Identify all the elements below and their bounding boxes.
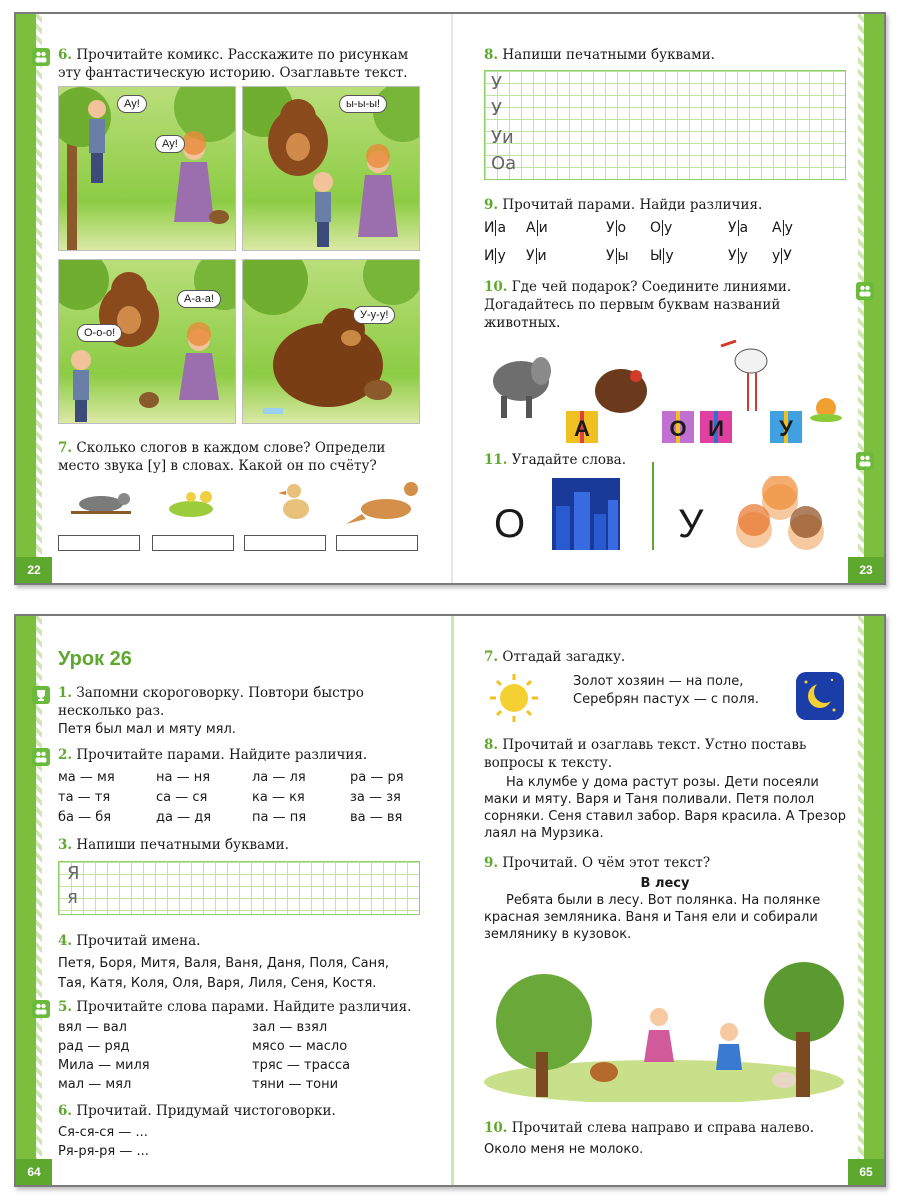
task-number: 10. — [484, 1120, 508, 1136]
letter-pair: О у — [650, 220, 673, 236]
gift-letter: У — [779, 416, 793, 441]
comic-panel-4 — [242, 259, 420, 424]
task-number: 8. — [484, 737, 499, 753]
sample-letters: Я — [67, 863, 80, 884]
word-pair: вял — вал — [58, 1020, 127, 1035]
task-text: Прочитай парами. Найди различия. — [502, 197, 763, 213]
word-pair: тряс — трасса — [252, 1058, 351, 1073]
task-number: 7. — [58, 440, 73, 456]
task-number: 9. — [484, 855, 499, 871]
writing-grid[interactable] — [58, 861, 420, 915]
task-text: Прочитайте слова парами. Найдите различия. — [76, 999, 412, 1015]
word-pair: мал — мял — [58, 1077, 132, 1092]
left-stripe — [36, 14, 42, 583]
syllable-pair: за — зя — [350, 790, 401, 805]
syllable-pair: ра — ря — [350, 770, 404, 785]
task-text: Прочитай. Придумай чистоговорки. — [76, 1103, 336, 1119]
task-text: Прочитай слева направо и справа налево. — [511, 1120, 814, 1136]
syllable-pair: да — дя — [156, 810, 212, 825]
task-text: Прочитайте парами. Найдите различия. — [76, 747, 368, 763]
stork-picture — [721, 341, 767, 411]
letter-pair: У и — [526, 248, 547, 264]
task-7 — [58, 439, 423, 475]
task-3 — [58, 836, 423, 854]
comic-panel-3 — [58, 259, 236, 424]
syllable-pair: са — ся — [156, 790, 208, 805]
answer-box[interactable] — [152, 535, 234, 551]
syllable-pair: та — тя — [58, 790, 111, 805]
sample-letters: Оа — [491, 153, 517, 174]
task-9 — [484, 196, 844, 214]
guess-letter: У — [678, 502, 704, 546]
children-faces-picture — [728, 476, 838, 554]
syllable-pair: ва — вя — [350, 810, 403, 825]
syllable-pair: па — пя — [252, 810, 307, 825]
animal-pictures — [66, 479, 426, 529]
letter-pair: у У — [772, 248, 792, 264]
sample-letters: Уи — [491, 127, 514, 148]
task-text: Прочитайте комикс. Расскажите по рисункам эту фантастическую историю. Озаглавьте текст. — [58, 47, 409, 81]
snail-picture — [810, 398, 842, 422]
task-4 — [58, 932, 423, 950]
pair-work-icon — [856, 282, 874, 300]
reading-text: На клумбе у дома растут розы. Дети посеяли маки и мяту. Варя и Таня поливали. Петя полол сорняки. Сеня ставил забор. Варя красила. А Трезор лаял на Мурзика. — [484, 775, 847, 841]
comic-illustration — [59, 260, 236, 424]
task-text: Отгадай загадку. — [502, 649, 626, 665]
comic-panel-2 — [242, 86, 420, 251]
answer-box[interactable] — [336, 535, 418, 551]
duck-picture — [278, 484, 309, 519]
task-text: Напиши печатными буквами. — [76, 837, 289, 853]
sample-letters: я — [67, 887, 78, 908]
task-number: 6. — [58, 1103, 73, 1119]
lesson-title: Урок 26 — [58, 648, 132, 670]
task-number: 2. — [58, 747, 73, 763]
tongue-twister: Петя был мал и мяту мял. — [58, 722, 236, 737]
pair-work-icon — [856, 452, 874, 470]
divider — [652, 462, 654, 550]
names-line: Тая, Катя, Коля, Оля, Варя, Лиля, Сеня, Костя. — [58, 976, 377, 991]
task-5 — [58, 998, 423, 1016]
comic-panel-1 — [58, 86, 236, 251]
page-number-right: 23 — [848, 557, 884, 583]
task-number: 6. — [58, 47, 73, 63]
letter-pairs — [484, 220, 844, 270]
caterpillar-picture — [169, 491, 213, 517]
speech-bubble: А-а-а! — [177, 290, 221, 308]
task-number: 11. — [484, 452, 508, 468]
speech-bubble: ы-ы-ы! — [339, 95, 387, 113]
task-text: Прочитай имена. — [76, 933, 201, 949]
task-11 — [484, 451, 784, 469]
forest-picture — [484, 952, 846, 1102]
speech-bubble: У-у-у! — [353, 306, 395, 324]
task-2 — [58, 746, 423, 764]
sample-letters: У — [491, 99, 502, 120]
reading-text: Ребята были в лесу. Вот полянка. На полянке красная земляника. Ваня и Таня ели и собирали землянику в кузовок. — [484, 893, 821, 942]
top-spread — [14, 12, 886, 585]
syllable-pair: на — ня — [156, 770, 211, 785]
answer-box[interactable] — [58, 535, 140, 551]
task-10 — [484, 1119, 846, 1137]
speech-bubble: Ау! — [155, 135, 185, 153]
letter-pair: И а — [484, 220, 507, 236]
syllable-pair: ка — кя — [252, 790, 305, 805]
task-number: 10. — [484, 279, 508, 295]
palindrome-phrase: Около меня не молоко. — [484, 1142, 644, 1157]
task-text: Прочитай. О чём этот текст? — [502, 855, 711, 871]
pair-work-icon — [32, 48, 50, 66]
word-pair: мясо — масло — [252, 1039, 348, 1054]
gift-letter: А — [574, 416, 590, 441]
sun-icon — [486, 672, 542, 724]
word-pair: рад — ряд — [58, 1039, 130, 1054]
task-6 — [58, 46, 423, 82]
syllable-pair: ла — ля — [252, 770, 306, 785]
task-text: Прочитай и озаглавь текст. Устно поставь вопросы к тексту. — [484, 737, 807, 771]
letter-pair: У а — [728, 220, 749, 236]
task-text: Сколько слогов в каждом слове? Определи место звука [у] в словах. Какой он по счёту? — [58, 440, 386, 474]
task-8 — [484, 736, 846, 772]
task-number: 8. — [484, 47, 499, 63]
bottom-spread — [14, 614, 886, 1187]
pair-work-icon — [32, 1000, 50, 1018]
word-pair: зал — взял — [252, 1020, 328, 1035]
names-line: Петя, Боря, Митя, Валя, Ваня, Даня, Поля, Саня, — [58, 956, 390, 971]
task-text: Запомни скороговорку. Повтори быстро несколько раз. — [58, 685, 364, 719]
letter-pair: И у — [484, 248, 506, 264]
syllable-pair: ба — бя — [58, 810, 112, 825]
letter-pair: У у — [728, 248, 748, 264]
task-number: 5. — [58, 999, 73, 1015]
letter-pair: А и — [526, 220, 548, 236]
donkey-picture — [493, 357, 551, 418]
page-number-right: 65 — [848, 1159, 884, 1185]
moon-icon — [794, 670, 846, 722]
task-number: 3. — [58, 837, 73, 853]
task-text: Угадайте слова. — [511, 452, 626, 468]
comic-illustration — [243, 260, 420, 424]
word-pair: тяни — тони — [252, 1077, 339, 1092]
answer-box[interactable] — [244, 535, 326, 551]
task-number: 7. — [484, 649, 499, 665]
speech-bubble: О-о-о! — [77, 324, 122, 342]
gutter — [451, 14, 453, 583]
guess-letter: О — [494, 502, 526, 546]
story-title: В лесу — [640, 876, 690, 891]
letter-pair: У о — [606, 220, 627, 236]
task-1 — [58, 684, 423, 720]
sample-letters: У — [491, 73, 502, 94]
comic-illustration — [243, 87, 420, 251]
gift-letter: И — [708, 416, 724, 441]
syllable-pair: ма — мя — [58, 770, 115, 785]
trophy-icon — [32, 686, 50, 704]
kangaroo-picture — [346, 482, 418, 524]
task-9 — [484, 854, 846, 872]
speech-bubble: Ау! — [117, 95, 147, 113]
task-number: 9. — [484, 197, 499, 213]
phrase-line: Ся-ся-ся — ... — [58, 1125, 148, 1140]
pair-work-icon — [32, 748, 50, 766]
comic-illustration — [59, 87, 236, 251]
letter-pair: У ы — [606, 248, 629, 264]
letter-pair: Ы у — [650, 248, 674, 264]
gift-letter: О — [669, 416, 687, 441]
right-side-bar — [864, 616, 884, 1185]
page-number-left: 64 — [16, 1159, 52, 1185]
task-7 — [484, 648, 844, 666]
night-city-picture — [552, 478, 620, 550]
turkey-picture — [595, 369, 647, 413]
task-8 — [484, 46, 844, 64]
task-text: Напиши печатными буквами. — [502, 47, 715, 63]
task-6 — [58, 1102, 423, 1120]
left-side-bar — [16, 14, 36, 583]
task-text: Где чей подарок? Соедините линиями. Догадайтесь по первым буквам названий животных. — [484, 279, 792, 331]
riddle-line: Серебрян пастух — с поля. — [573, 692, 759, 707]
word-pair: Мила — миля — [58, 1058, 150, 1073]
right-stripe — [858, 616, 864, 1185]
task-number: 4. — [58, 933, 73, 949]
cuckoo-picture — [71, 493, 131, 514]
task-number: 1. — [58, 685, 73, 701]
riddle-line: Золот хозяин — на поле, — [573, 674, 744, 689]
letter-pair: А у — [772, 220, 793, 236]
writing-grid[interactable] — [484, 70, 846, 180]
gutter — [451, 616, 454, 1185]
page-number-left: 22 — [16, 557, 52, 583]
phrase-line: Ря-ря-ря — ... — [58, 1144, 149, 1159]
